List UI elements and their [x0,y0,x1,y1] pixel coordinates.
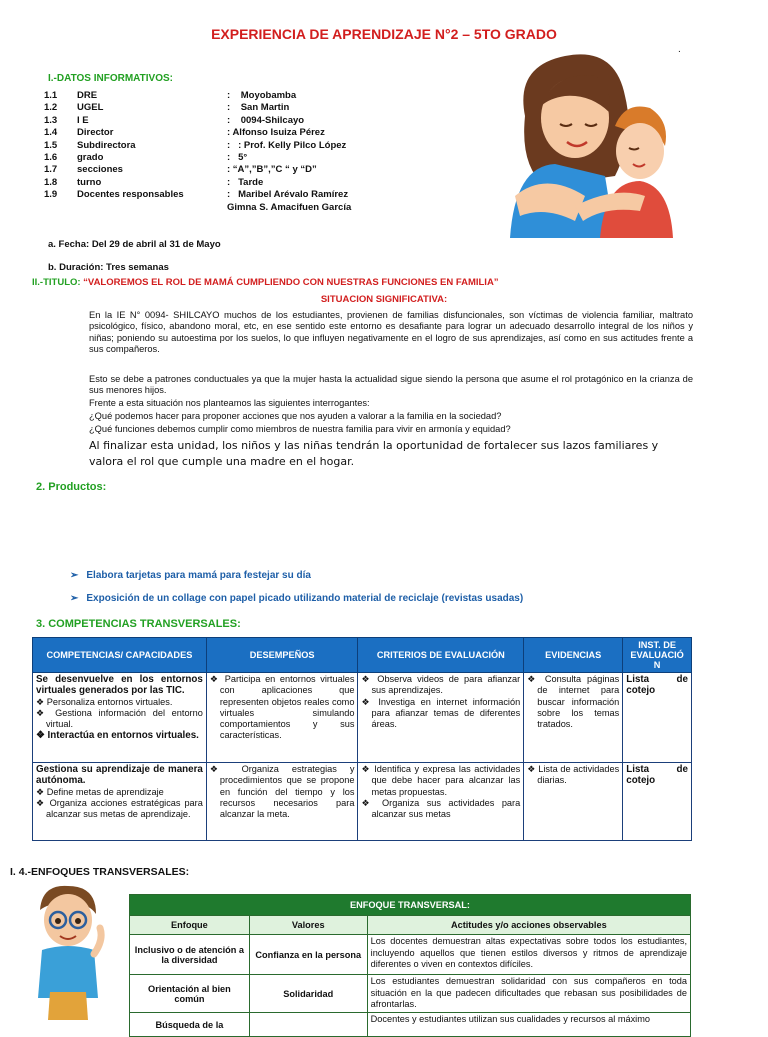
valor-cell: Solidaridad [249,975,367,1013]
datos-label: secciones [77,164,123,176]
datos-row [44,164,351,176]
col-header: EVIDENCIAS [524,638,623,673]
titulo-text: “VALOREMOS EL ROL DE MAMÁ CUMPLIENDO CON NUESTRAS FUNCIONES EN FAMILIA” [80,277,499,288]
competencia-title: Se desenvuelve en los entornos virtuales generados por las TIC. [36,674,203,697]
col-header: Valores [249,916,367,935]
datos-row [44,177,351,189]
col-header: COMPETENCIAS/ CAPACIDADES [33,638,207,673]
producto-text: Exposición de un collage con papel picado utilizando material de reciclaje (revistas usadas) [86,593,524,604]
actitud-cell: Docentes y estudiantes utilizan sus cualidades y recursos al máximo [367,1013,690,1037]
desempeno-cell [206,763,358,841]
criterio-cell [358,763,524,841]
situacion-paragraph-2: Esto se debe a patrones conductuales ya que la mujer hasta la actualidad sigue siendo la persona que asume el rol protagónico en la crianza de sus menores hijos. [89,374,693,396]
col-header: Enfoque [130,916,250,935]
datos-row [44,140,351,152]
evidencia-item: ❖ Lista de actividades diarias. [527,764,620,786]
actitud-cell: Los docentes demuestran altas expectativas sobre todos los estudiantes, incluyendo aquellos que tienen estilos diversos y ritmos de aprendizaje diferentes o viven en contextos difíciles. [367,935,690,975]
competencia-cell [33,763,207,841]
desempeno-item: ❖ Organiza estrategias y procedimientos que se propone en función del tiempo y los recursos necesarios para alcanzar la meta. [209,764,355,820]
valor-cell [249,1013,367,1037]
producto-item [70,593,523,604]
docente-2: Gimna S. Amacifuen García [227,201,352,213]
productos-heading: 2. Productos: [36,481,107,493]
instrumento-cell: Lista de cotejo [623,763,692,841]
col-header: Actitudes y/o acciones observables [367,916,690,935]
datos-row [44,202,351,214]
arrow-bullet-icon: ➢ [70,570,79,581]
producto-item [70,570,311,581]
arrow-bullet-icon: ➢ [70,593,79,604]
datos-value: : Tarde [227,176,264,188]
datos-value: : San Martin [227,102,290,114]
desempeno-item: ❖ Participa en entornos virtuales con aplicaciones que representen objetos reales como virtuales simulando comportamientos y sus características. [209,674,355,741]
instrumento-cell: Lista de cotejo [623,673,692,763]
situacion-paragraph-3: Frente a esta situación nos planteamos las siguientes interrogantes: [89,398,370,408]
table-header-row [33,638,692,673]
datos-list [44,90,351,214]
criterio-item: ❖ Observa videos de para afianzar sus aprendizajes. [361,674,521,696]
situacion-paragraph-1: En la IE N° 0094- SHILCAYO muchos de los estudiantes, provienen de familias disfuncionales, son víctimas de violencia familiar, maltrato psicológico, físico, abandono moral, etc, en ese sentido este entorno es desafiante para lograr un adecuado desarrollo integral de los niños y niñas; poniendo su autoestima por los suelos, lo que influyen negativamente en el logro de sus aprendizajes, así como en sus actitudes frente a sus compañeros. [89,310,693,355]
datos-label: turno [77,176,102,188]
datos-label: grado [77,152,104,164]
evidencia-item: ❖ Consulta páginas de internet para buscar información sobre los temas tratados. [527,674,620,730]
titulo-prefix: II.-TITULO: [32,277,81,288]
datos-num: 1.5 [44,139,58,151]
datos-heading: I.-DATOS INFORMATIVOS: [48,73,173,84]
mother-child-illustration [505,46,675,238]
actitud-cell: Los estudiantes demuestran solidaridad con sus compañeros en toda situación en la que padecen dificultades que rebasan sus posibilidades de afrontarlas. [367,975,690,1013]
competencias-heading: 3. COMPETENCIAS TRANSVERSALES: [36,618,241,630]
criterio-item: ❖ Investiga en internet información para afianzar temas de diferentes áreas. [361,696,521,730]
situacion-heading: SITUACION SIGNIFICATIVA: [320,294,448,305]
datos-label: I E [77,114,89,126]
datos-num: 1.2 [44,102,58,114]
datos-value: : 5° [227,152,248,164]
enfoque-cell: Búsqueda de la [130,1013,250,1037]
datos-row [44,189,351,201]
duracion-line: b. Duración: Tres semanas [48,262,169,273]
datos-num: 1.9 [44,189,58,201]
datos-label: Docentes responsables [77,189,184,201]
col-header: DESEMPEÑOS [206,638,358,673]
stray-dot: . [678,44,681,55]
document-title: EXPERIENCIA DE APRENDIZAJE N°2 – 5TO GRADO [211,26,557,42]
titulo-line [32,277,499,288]
competencia-title: Gestiona su aprendizaje de manera autónoma. [36,764,203,787]
question-2: ¿Qué funciones debemos cumplir como miembros de nuestra familia para vivir en armonía y equidad? [89,424,511,434]
competencias-table [32,637,692,841]
table-row [130,975,691,1013]
capacidad-item: ❖ Gestiona información del entorno virtual. [36,707,203,730]
table-row [130,1013,691,1037]
capacidad-item: ❖ Define metas de aprendizaje [36,786,164,797]
situacion-paragraph-4: Al finalizar esta unidad, los niños y las niñas tendrán la oportunidad de fortalecer sus lazos familiares y valora el rol que cumple una madre en el hogar. [89,439,659,468]
datos-row [44,90,351,102]
table-row [33,673,692,763]
evidencia-cell [524,763,623,841]
col-header: INST. DE EVALUACIÓ N [623,638,692,673]
valor-cell: Confianza en la persona [249,935,367,975]
datos-value: : Moyobamba [227,90,297,101]
enfoques-heading: I. 4.-ENFOQUES TRANSVERSALES: [10,866,190,878]
criterio-cell [358,673,524,763]
datos-label: DRE [77,90,98,101]
datos-value: : Alfonso Isuiza Pérez [227,127,325,139]
datos-num: 1.8 [44,176,58,188]
datos-row [44,127,351,139]
datos-row [44,102,351,114]
datos-value: : Maribel Arévalo Ramírez [227,189,349,201]
competencia-cell [33,673,207,763]
boy-with-glasses-illustration [30,880,106,1024]
enfoques-table [129,894,691,1037]
table-row [130,935,691,975]
enfoque-cell: Orientación al bien común [130,975,250,1013]
datos-value: : : Prof. Kelly Pilco López [227,139,347,151]
datos-num: 1.4 [44,127,58,139]
enfoque-cell: Inclusivo o de atención a la diversidad [130,935,250,975]
datos-num: 1.6 [44,152,58,164]
producto-text: Elabora tarjetas para mamá para festejar su día [86,570,311,581]
capacidad-item: ❖ Personaliza entornos virtuales. [36,696,173,707]
table-row [33,763,692,841]
datos-value: : 0094-Shilcayo [227,114,305,126]
question-1: ¿Qué podemos hacer para proponer acciones que nos ayuden a valorar a la familia en la sociedad? [89,411,502,421]
datos-label: Subdirectora [77,139,136,151]
col-header: CRITERIOS DE EVALUACIÓN [358,638,524,673]
datos-num: 1.7 [44,164,58,176]
datos-row [44,115,351,127]
datos-num: 1.1 [44,90,58,101]
criterio-item: ❖ Organiza sus actividades para alcanzar sus metas [361,797,521,820]
datos-label: UGEL [77,102,104,114]
datos-row [44,152,351,164]
datos-value: : “A”,”B”,”C “ y “D” [227,164,317,176]
datos-num: 1.3 [44,114,58,126]
criterio-item: ❖ Identifica y expresa las actividades que debe hacer para alcanzar las metas propuestas. [361,764,521,797]
datos-label: Director [77,127,114,139]
desempeno-cell [206,673,358,763]
fecha-line: a. Fecha: Del 29 de abril al 31 de Mayo [48,239,221,250]
enfoque-table-title: ENFOQUE TRANSVERSAL: [130,895,691,916]
capacidad-item: ❖ Interactúa en entornos virtuales. [36,730,199,742]
capacidad-item: ❖ Organiza acciones estratégicas para alcanzar sus metas de aprendizaje. [36,797,203,820]
evidencia-cell [524,673,623,763]
